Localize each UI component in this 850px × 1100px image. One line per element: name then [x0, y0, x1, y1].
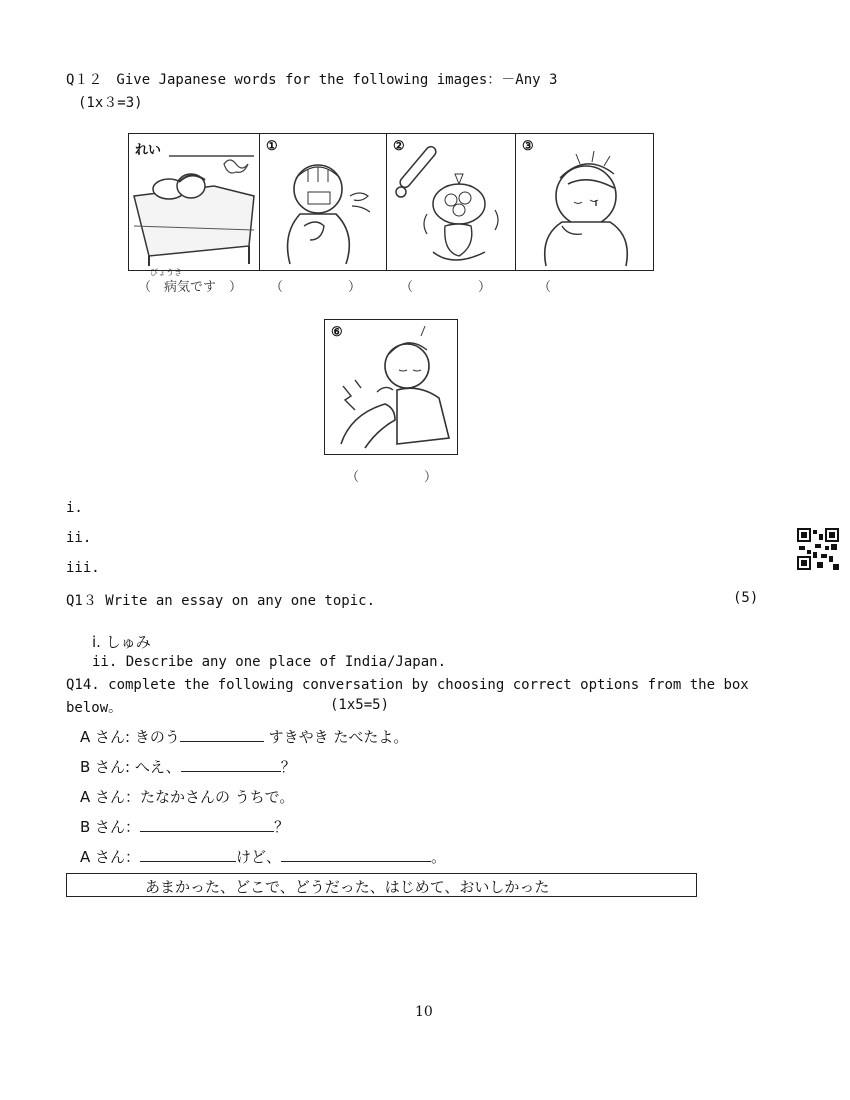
q12-heading: Q１２ Give Japanese words for the following images：－Any 3: [66, 72, 558, 88]
answer-line-ii: ii.: [66, 530, 92, 546]
panel-3-label: ③: [522, 139, 534, 154]
q13-option-2: ii. Describe any one place of India/Japan.: [92, 654, 447, 670]
q14-heading: Q14. complete the following conversation by choosing correct options from the box: [66, 677, 749, 693]
panel-6: [324, 319, 458, 455]
speaker-line-end: ？: [280, 758, 296, 776]
panel-6-label: ⑥: [331, 325, 343, 340]
person-with-headache-illustration: [516, 134, 653, 270]
q12-marks: (1x３=3): [78, 95, 143, 111]
caption-1: （ ）: [270, 280, 362, 295]
answer-blank[interactable]: [180, 727, 264, 742]
panel-example: [129, 134, 260, 270]
q13-heading: Q1３ Write an essay on any one topic.: [66, 593, 376, 609]
speaker-line: B さん：: [80, 818, 141, 836]
answer-line-i: i.: [66, 500, 83, 516]
q14-heading-cont: below。: [66, 700, 123, 716]
conversation-line-4: [80, 816, 289, 837]
conversation-line-1: [80, 726, 408, 747]
options-box: [66, 873, 697, 897]
person-with-fever-thermometer-icepack-illustration: [387, 134, 515, 270]
answer-blank[interactable]: [140, 847, 236, 862]
panel-2-label: ②: [393, 139, 405, 154]
speaker-line: A さん：: [80, 848, 141, 866]
caption-6: （ ）: [346, 470, 438, 485]
options-text: あまかった、どこで、どうだった、はじめて、おいしかった: [145, 878, 550, 896]
panel-example-label: れい: [135, 143, 162, 158]
speaker-line: A さん: きのう: [80, 728, 180, 746]
answer-blank[interactable]: [181, 757, 281, 772]
speaker-line: A さん：たなかさんの うちで。: [80, 788, 295, 806]
person-with-leg-pain-illustration: [325, 320, 457, 454]
conversation-line-5: [80, 846, 446, 867]
panel-3: [516, 134, 653, 270]
panel-2: [387, 134, 516, 270]
q13-marks: (5): [733, 590, 759, 606]
person-coughing-illustration: [260, 134, 386, 270]
answer-blank[interactable]: [140, 817, 274, 832]
speaker-line-mid: けど、: [236, 848, 282, 866]
conversation-line-3: [80, 786, 294, 807]
answer-line-iii: iii.: [66, 560, 100, 576]
page-number: 10: [415, 1004, 433, 1020]
panel-1: [260, 134, 387, 270]
q14-marks: (1x5=5): [330, 697, 390, 713]
qr-code-icon: [797, 528, 839, 570]
caption-2: （ ）: [400, 280, 492, 295]
speaker-line-end: すきやき たべたよ。: [263, 728, 409, 746]
caption-ruby: びょうき: [150, 268, 182, 277]
speaker-line: B さん: へえ、: [80, 758, 181, 776]
caption-3: （: [538, 280, 604, 295]
q13-option-1: i. しゅみ: [92, 633, 151, 651]
illustration-strip: [128, 133, 654, 271]
caption-example: （ 病気です ）: [138, 280, 243, 295]
speaker-line-end: ？: [274, 818, 290, 836]
answer-blank[interactable]: [281, 847, 431, 862]
conversation-line-2: [80, 756, 296, 777]
speaker-line-end: 。: [431, 848, 447, 866]
panel-1-label: ①: [266, 139, 278, 154]
